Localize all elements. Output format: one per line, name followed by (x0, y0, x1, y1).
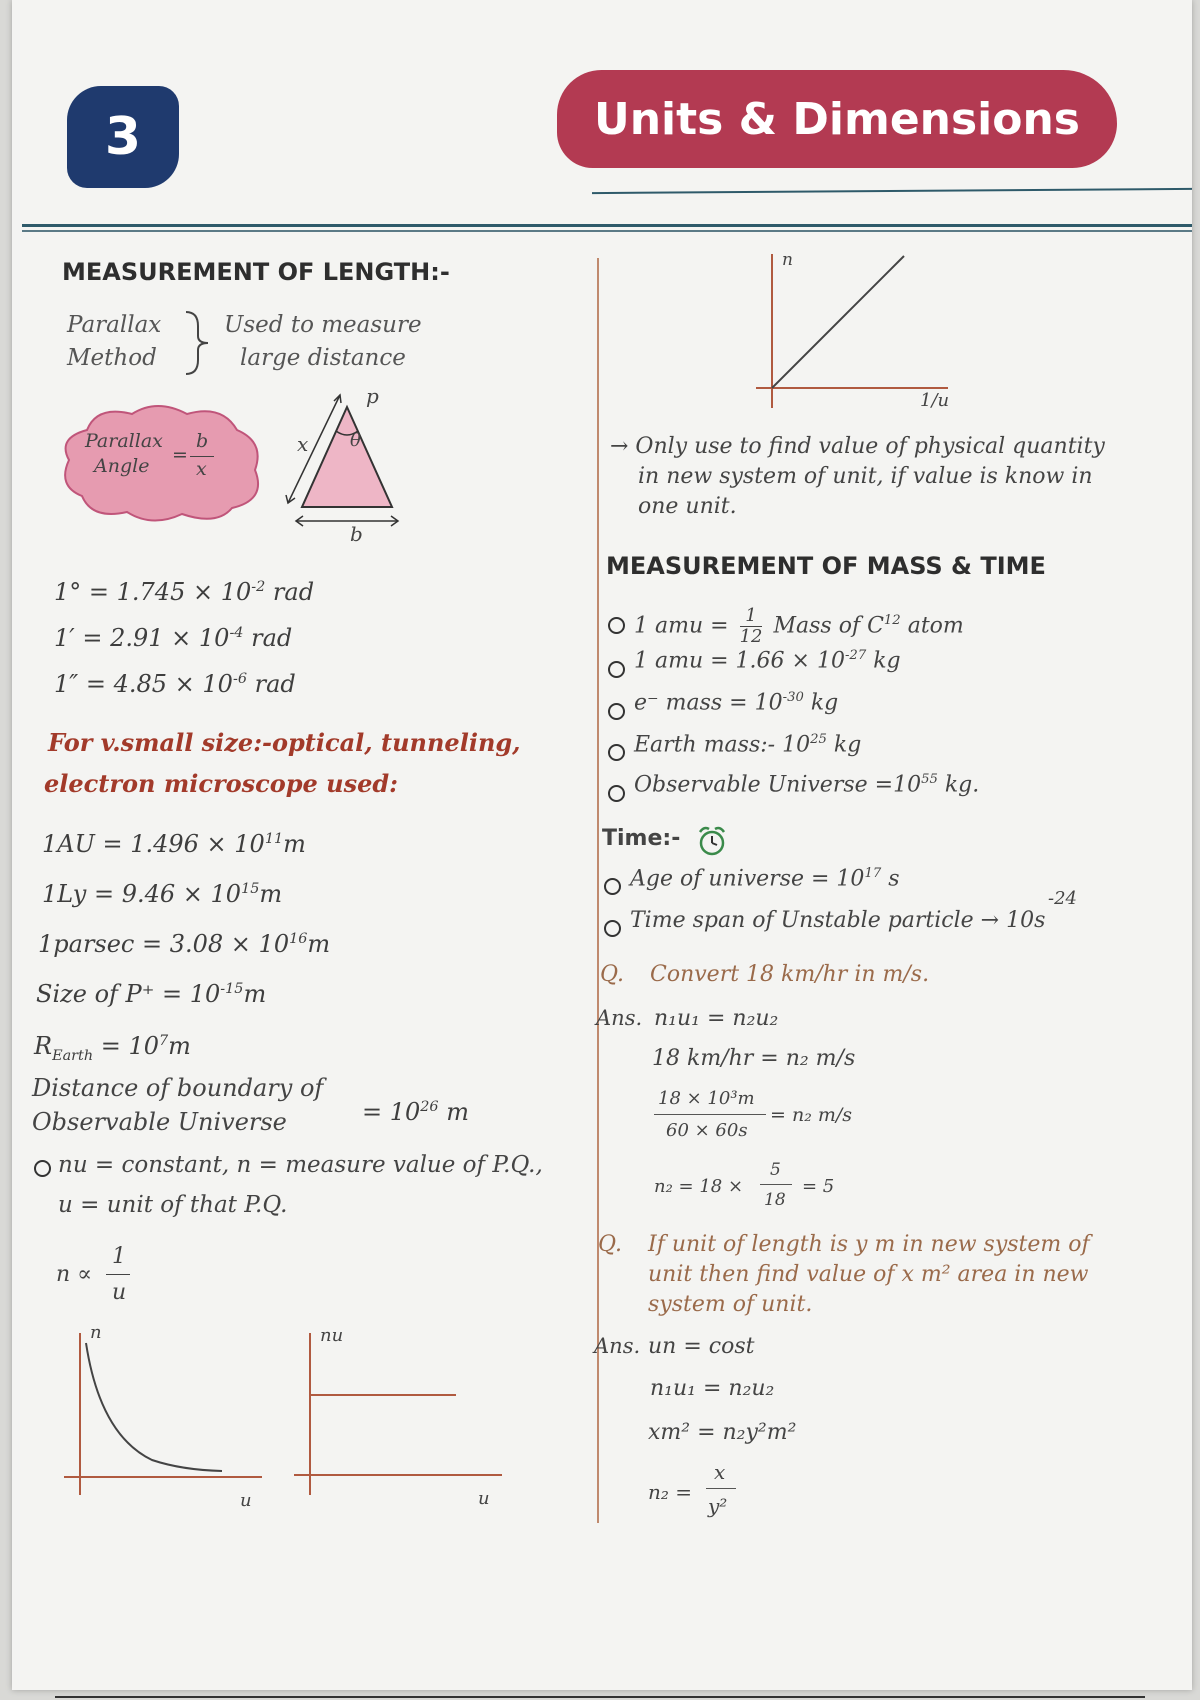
mass-amu-def: 1 amu = $\frac{1}{12}$ Mass of $C^{12}$ atom (634, 605, 964, 647)
proportional-den: u (112, 1280, 127, 1305)
ans1-frac-den: 60 × 60s (666, 1120, 748, 1141)
ans2-line4-den: y² (708, 1494, 728, 1518)
alarm-clock-icon (696, 824, 728, 858)
small-size-note-line1: For v.small size:-optical, tunneling, (48, 728, 521, 757)
note-line1: → Only use to find value of physical quantity (610, 434, 1105, 459)
ans2-line2: n₁u₁ = n₂u₂ (650, 1376, 775, 1401)
chapter-number-badge (67, 86, 179, 188)
triangle-label-b: b (350, 522, 363, 546)
parallax-angle-cloud (57, 400, 267, 525)
note-line2: in new system of unit, if value is know in (638, 464, 1093, 489)
chapter-title-banner (557, 70, 1117, 168)
triangle-label-x: x (297, 432, 309, 456)
time-heading: Time:- (602, 826, 681, 851)
heading-measurement-mass-time: MEASUREMENT OF MASS & TIME (606, 552, 1046, 580)
graph1-xlabel: u (240, 1490, 252, 1511)
boundary-line2: Observable Universe (32, 1108, 287, 1136)
nu-constant-line1: nu = constant, n = measure value of P.Q., (58, 1152, 543, 1178)
graph3-xlabel: 1/u (920, 390, 950, 411)
ans1-line1: n₁u₁ = n₂u₂ (654, 1006, 779, 1031)
ans2-fraction-bar (706, 1488, 736, 1489)
graph-n-vs-u (62, 1325, 262, 1500)
triangle-label-p: p (366, 384, 379, 408)
parallax-triangle-diagram (272, 385, 422, 535)
heading-measurement-length: MEASUREMENT OF LENGTH:- (62, 258, 450, 286)
ans2-line4-num: x (714, 1460, 726, 1484)
graph3-ylabel: n (782, 250, 793, 270)
header-rule (22, 224, 1192, 227)
proportional-num: 1 (112, 1244, 126, 1269)
ans1-frac-num: 18 × 10³m (658, 1088, 755, 1109)
parallax-formula-eq: = (172, 444, 188, 466)
ans2-line4-lhs: n₂ = (648, 1480, 693, 1504)
header-rule-thin (22, 230, 1192, 232)
graph2-ylabel: nu (320, 1325, 344, 1346)
distance-proton-size: Size of $P^+ = 10^{-15}m$ (36, 980, 267, 1008)
parallax-used-line2: large distance (240, 345, 406, 371)
amu-frac-num: 1 (740, 606, 763, 627)
proportional-lhs: n ∝ (56, 1262, 93, 1287)
amu-frac-den: 12 (739, 626, 763, 647)
curly-brace-icon (182, 308, 212, 378)
ans1-line4-rhs: = 5 (802, 1176, 835, 1197)
q2-label: Q. (598, 1232, 622, 1257)
bullet-icon (608, 617, 625, 634)
q1-text: Convert 18 km/hr in m/s. (650, 962, 930, 987)
parallax-used-line1: Used to measure (224, 312, 422, 338)
q2-line1: If unit of length is y m in new system of (648, 1232, 1090, 1257)
boundary-line1: Distance of boundary of (32, 1074, 324, 1102)
conversion-second: $1'' = 4.85 \times 10^{-6}$ rad (54, 670, 296, 698)
bottom-rule (55, 1696, 1145, 1698)
bullet-icon (608, 661, 625, 678)
parallax-method-line2: Method (67, 345, 157, 371)
ans2-label: Ans. (594, 1334, 641, 1358)
q2-line3: system of unit. (648, 1292, 813, 1317)
mass-earth: Earth mass:- $10^{25}$ kg (634, 732, 862, 758)
ans2-line1: un = cost (648, 1334, 755, 1359)
triangle-label-theta: θ (350, 430, 361, 451)
mass-electron: e⁻ mass = $10^{-30}$ kg (634, 690, 839, 716)
conversion-degree: $1^\circ = 1.745 \times 10^{-2}$ rad (54, 578, 315, 606)
ans1-frac-rhs: = n₂ m/s (770, 1104, 853, 1126)
q2-line2: unit then find value of x m² area in new (648, 1262, 1089, 1287)
time-universe-age: Age of universe = $10^{17}$ s (630, 866, 900, 892)
ans2-line3: xm² = n₂y²m² (648, 1420, 797, 1445)
bullet-icon (604, 920, 621, 937)
mass-universe: Observable Universe $=10^{55}$ kg. (634, 772, 980, 798)
distance-ly: $1Ly = 9.46 \times 10^{15}m$ (42, 880, 283, 908)
nu-constant-line2: u = unit of that P.Q. (58, 1192, 288, 1218)
distance-parsec: $1parsec = 3.08 \times 10^{16}m$ (38, 930, 331, 958)
ans1-line4-den: 18 (764, 1190, 786, 1210)
radius-earth: $R_{Earth} = 10^7m$ (34, 1032, 191, 1064)
ans1-line4-num: 5 (770, 1160, 781, 1180)
note-line3: one unit. (638, 494, 737, 519)
bullet-icon (34, 1160, 51, 1177)
graph2-xlabel: u (478, 1488, 490, 1509)
notebook-page (12, 0, 1192, 1690)
ans1-line4-fraction-bar (760, 1184, 792, 1185)
mass-amu-kg: 1 amu = $1.66 \times 10^{-27}$ kg (634, 648, 901, 674)
bullet-icon (608, 703, 625, 720)
small-size-note-line2: electron microscope used: (44, 769, 398, 798)
chapter-title: Units & Dimensions (594, 93, 1080, 145)
boundary-value: = $10^{26}$ m (362, 1098, 469, 1126)
graph-nu-vs-u (292, 1325, 502, 1500)
bullet-icon (608, 744, 625, 761)
parallax-angle-line2: Angle (94, 455, 150, 477)
conversion-minute: $1' = 2.91 \times 10^{-4}$ rad (54, 624, 293, 652)
parallax-fraction-bar (190, 456, 214, 457)
time-unstable-particle: Time span of Unstable particle → 10s (630, 908, 1046, 933)
q1-label: Q. (600, 962, 624, 987)
time-unstable-exp: -24 (1048, 888, 1077, 909)
chapter-number: 3 (104, 107, 142, 167)
ans1-label: Ans. (596, 1006, 643, 1030)
distance-au: $1AU = 1.496 \times 10^{11}m$ (42, 830, 306, 858)
header-rule-top (592, 188, 1192, 194)
graph1-ylabel: n (90, 1322, 102, 1343)
bullet-icon (608, 785, 625, 802)
ans1-line4-lhs: n₂ = 18 × (654, 1176, 744, 1197)
parallax-formula-num: b (196, 430, 209, 452)
ans1-fraction-bar (654, 1114, 766, 1115)
parallax-formula-den: x (196, 458, 207, 480)
proportional-fraction-bar (106, 1274, 130, 1275)
parallax-method-line1: Parallax (67, 312, 162, 338)
parallax-angle-line1: Parallax (85, 430, 163, 452)
ans1-line2: 18 km/hr = n₂ m/s (652, 1046, 856, 1071)
bullet-icon (604, 878, 621, 895)
